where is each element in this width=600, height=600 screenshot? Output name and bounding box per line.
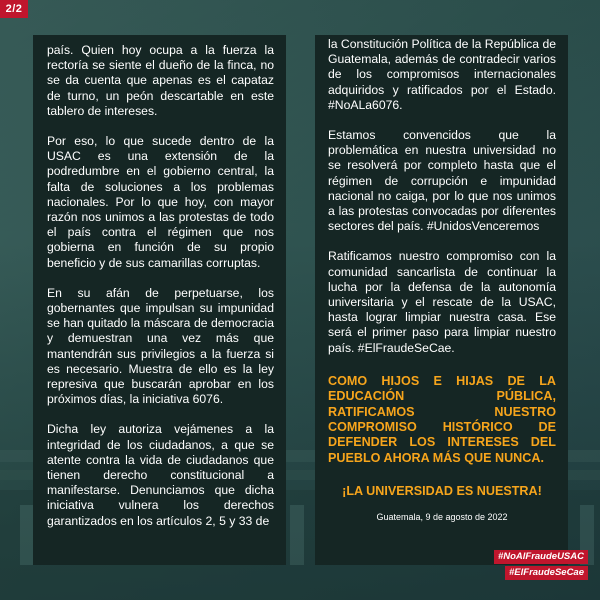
dateline: Guatemala, 9 de agosto de 2022 [376,512,508,523]
hashtag-el-fraude-se-cae: #ElFraudeSeCae [505,566,588,580]
right-paragraph-2: Estamos convencidos que la problemática en nuestra universidad no se resolverá por completo hasta que el régimen de corrupción e impunidad nacional no caiga, por lo que nos unimos a las protestas convocadas por diferentes sectores del país. #UnidosVenceremos [328,128,556,234]
right-paragraph-1: la Constitución Política de la República de Guatemala, además de contradecir varios de los compromisos internacionales adquiridos y ratificados por el Estado. #NoALa6076. [328,37,556,112]
right-text-panel [315,35,568,565]
slogan: ¡LA UNIVERSIDAD ES NUESTRA! [342,484,542,499]
left-paragraph-3: En su afán de perpetuarse, los gobernantes que impulsan su impunidad se han quitado la máscara de democracia y demuestran una vez más que mantendrán sus privilegios a la fuerza si es necesario. Muestra de ello es la ley represiva que buscarán aprobar en los próximos días, la iniciativa 6076. [47,285,274,407]
right-paragraph-3: Ratificamos nuestro compromiso con la comunidad sancarlista de continuar la lucha por la defensa de la autonomía universitaria y el rescate de la USAC, hasta lograr limpiar nuestra casa. Ese será el primer paso para limpiar nuestro país. #ElFraudeSeCae. [328,249,556,355]
left-paragraph-1: país. Quien hoy ocupa a la fuerza la rectoría se siente el dueño de la finca, no se da cuenta que apenas es el capataz de turno, un peón descartable en este tablero de intereses. [47,43,274,118]
page-indicator-badge: 2/2 [0,0,28,18]
left-paragraph-2: Por eso, lo que sucede dentro de la USAC es una extensión de la podredumbre en el gobierno central, la falta de soluciones a los problemas nacionales. Por lo que hoy, con mayor razón nos unimos a las protestas de todo el país contra el régimen que nos gobierna en función de su propio beneficio y de sus camarillas corruptas. [47,134,274,270]
hashtag-stack [494,550,588,580]
callout-statement: COMO HIJOS E HIJAS DE LA EDUCACIÓN PÚBLICA, RATIFICAMOS NUESTRO COMPROMISO HISTÓRICO DE DEFENDER LOS INTERESES DEL PUEBLO AHORA MÁS QUE NUNCA. [328,373,556,465]
left-paragraph-4: Dicha ley autoriza vejámenes a la integridad de los ciudadanos, a que se atente contra la vida de ciudadanos que tienen derecho constitucional a manifestarse. Denunciamos que dicha iniciativa vulnera los derechos garantizados en los artículos 2, 5 y 33 de [47,422,274,528]
hashtag-no-al-fraude-usac: #NoAlFraudeUSAC [494,550,588,564]
left-text-panel [33,35,286,565]
